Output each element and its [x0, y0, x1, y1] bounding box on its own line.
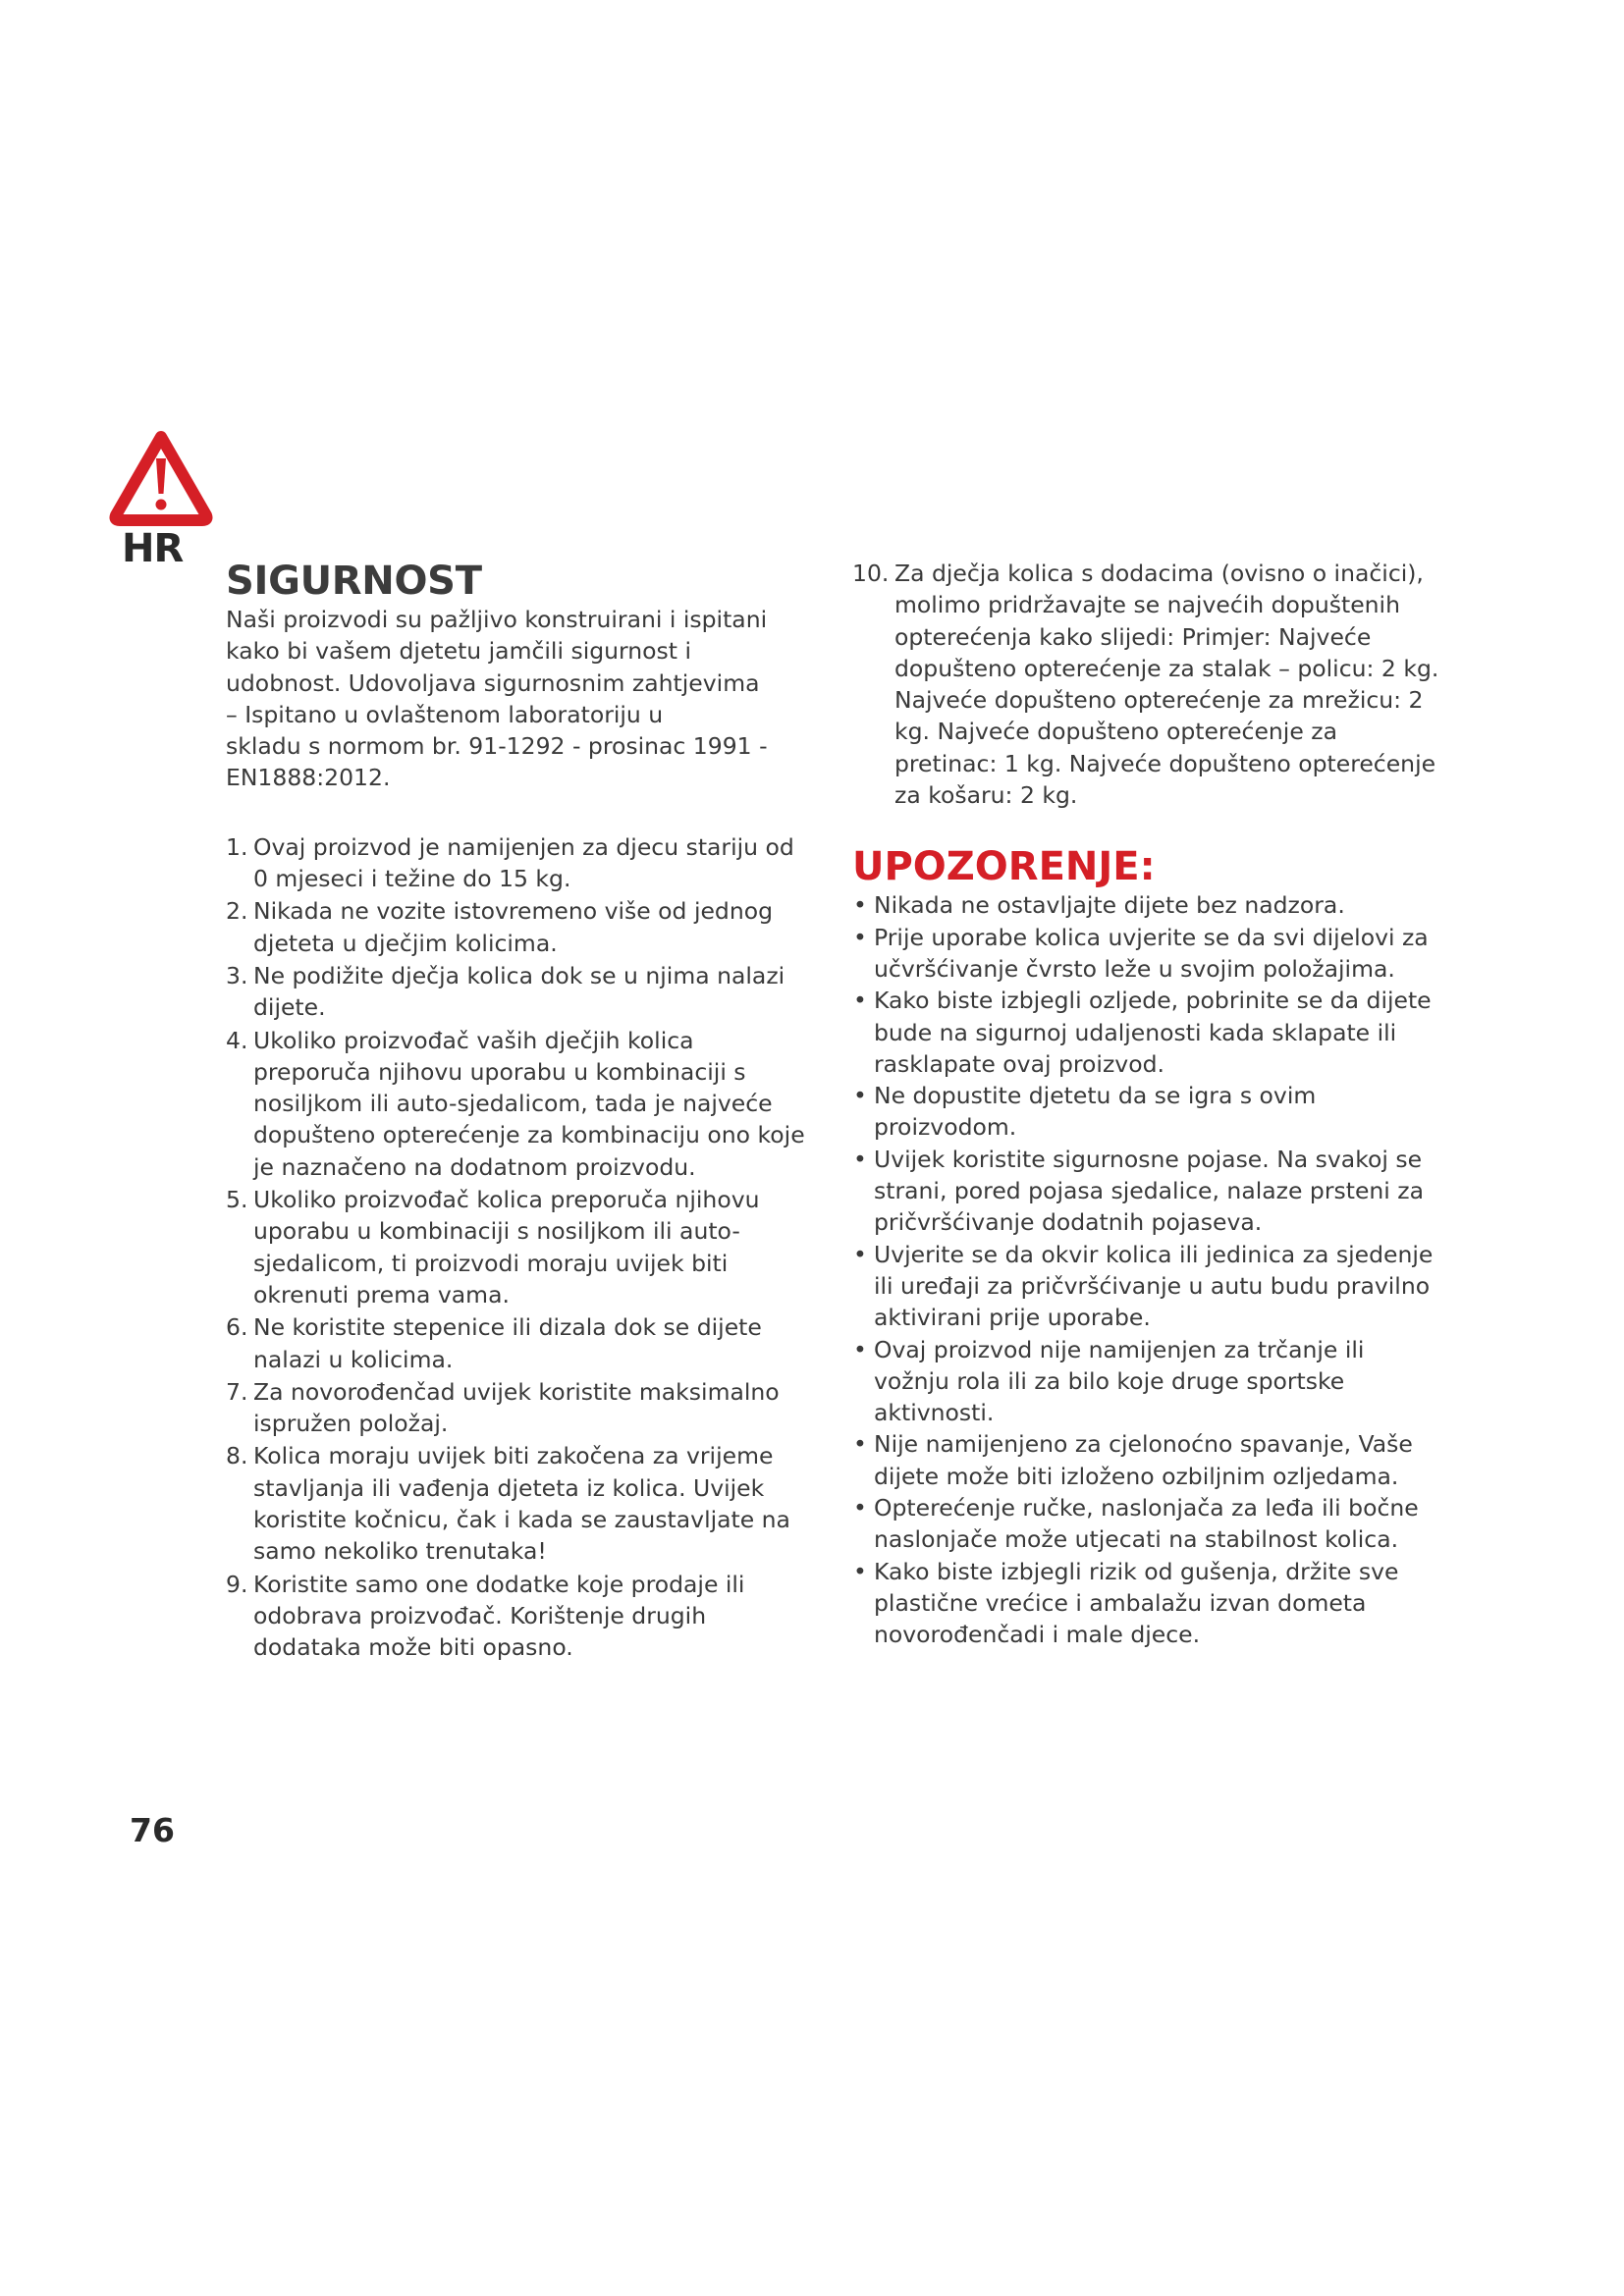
bullet-icon: • [853, 1430, 867, 1459]
warning-item [852, 985, 1441, 1080]
safety-item-number: 9. [226, 1570, 248, 1598]
warnings-heading: UPOZORENJE: [852, 844, 1156, 890]
safety-item-number: 7. [226, 1377, 248, 1406]
warning-item-text: Ne dopustite djetetu da se igra s ovim proizvodom. [874, 1082, 1317, 1142]
warnings-section [852, 846, 1441, 1650]
bullet-icon: • [853, 1335, 867, 1363]
warning-item-text: Uvjerite se da okvir kolica ili jedinica za sjedenje ili uređaji za pričvršćivanje u autu budu pravilno aktivirani prije uporabe. [874, 1240, 1434, 1332]
safety-item [226, 895, 805, 959]
warning-triangle-icon [108, 429, 214, 527]
warning-item [852, 1428, 1441, 1492]
safety-item [226, 1440, 805, 1567]
warning-item-text: Ovaj proizvod nije namijenjen za trčanje ili vožnju rola ili za bilo koje druge sportske aktivnosti. [874, 1335, 1365, 1427]
warning-item [852, 1080, 1441, 1144]
safety-item-text: Ukoliko proizvođač kolica preporuča njihovu uporabu u kombinaciji s nosiljkom ili auto-sjedalicom, ti proizvodi moraju uvijek biti okrenuti prema vama. [253, 1186, 760, 1308]
left-column [226, 561, 805, 1665]
safety-item [226, 831, 805, 895]
safety-item-text: Ovaj proizvod je namijenjen za djecu stariju od 0 mjeseci i težine do 15 kg. [253, 832, 794, 893]
warning-item-text: Kako biste izbjegli ozljede, pobrinite se da dijete bude na sigurnoj udaljenosti kada sklapate ili rasklapate ovaj proizvod. [874, 987, 1432, 1078]
safety-item-number: 6. [226, 1313, 248, 1342]
bullet-icon: • [853, 923, 867, 951]
warning-item [852, 922, 1441, 986]
safety-item-text: Nikada ne vozite istovremeno više od jednog djeteta u dječjim kolicima. [253, 897, 774, 957]
bullet-icon: • [853, 987, 867, 1015]
safety-item-number: 1. [226, 832, 248, 861]
warning-item-text: Nije namijenjeno za cjelonoćno spavanje, Vaše dijete može biti izloženo ozbiljnim ozljedama. [874, 1430, 1413, 1490]
safety-item-number: 5. [226, 1186, 248, 1214]
safety-item [226, 1569, 805, 1664]
warning-item-text: Uvijek koristite sigurnosne pojase. Na svakoj se strani, pored pojasa sjedalice, nalaze prsteni za pričvršćivanje dodatnih pojaseva. [874, 1145, 1425, 1237]
safety-item-text: Ukoliko proizvođač vaših dječjih kolica preporuča njihovu uporabu u kombinaciji s nosiljkom ili auto-sjedalicom, tada je najveće dopušteno opterećenje za kombinaciju ono koje je naznačeno na dodatnom proizvodu. [253, 1026, 805, 1181]
safety-item-text: Za novorođenčad uvijek koristite maksimalno ispružen položaj. [253, 1377, 780, 1438]
warning-item [852, 1556, 1441, 1651]
safety-item-text: Koristite samo one dodatke koje prodaje ili odobrava proizvođač. Korištenje drugih dodataka može biti opasno. [253, 1570, 745, 1662]
bullet-icon: • [853, 891, 867, 920]
warning-item [852, 1334, 1441, 1429]
safety-intro: Naši proizvodi su pažljivo konstruirani i ispitani kako bi vašem djetetu jamčili sigurnost i udobnost. Udovoljava sigurnosnim zahtjevima – Ispitano u ovlaštenom laboratoriju u skladu s normom br. 91-1292 - prosinac 1991 - EN1888:2012. [226, 606, 768, 792]
safety-item-number: 2. [226, 897, 248, 926]
safety-item-text: Ne podižite dječja kolica dok se u njima nalazi dijete. [253, 961, 785, 1022]
warning-item-text: Nikada ne ostavljajte dijete bez nadzora. [874, 891, 1345, 920]
language-code: HR [122, 526, 184, 571]
safety-item [226, 1311, 805, 1375]
warning-item [852, 889, 1441, 921]
safety-list-continued [852, 558, 1441, 811]
warning-item [852, 1239, 1441, 1334]
page-number: 76 [130, 1811, 175, 1849]
bullet-icon: • [853, 1240, 867, 1268]
safety-list [226, 831, 805, 1664]
right-column [852, 558, 1441, 1651]
bullet-icon: • [853, 1082, 867, 1110]
warnings-list [852, 889, 1441, 1650]
bullet-icon: • [853, 1557, 867, 1585]
safety-item-text: Kolica moraju uvijek biti zakočena za vrijeme stavljanja ili vađenja djeteta iz kolica. Uvijek koristite kočnicu, čak i kada se zaustavljate na samo nekoliko trenutaka! [253, 1442, 790, 1566]
safety-item-text: Za dječja kolica s dodacima (ovisno o inačici), molimo pridržavajte se najvećih dopuštenih opterećenja kako slijedi: Primjer: Najveće dopušteno opterećenje za stalak – policu: 2 kg. Najveće dopušteno opterećenje za mrežicu: 2 kg. Najveće dopušteno opterećenje za pretinac: 1 kg. Najveće dopušteno opterećenje za košaru: 2 kg. [894, 560, 1439, 810]
safety-item-text: Ne koristite stepenice ili dizala dok se dijete nalazi u kolicima. [253, 1313, 762, 1373]
safety-item-number: 10. [852, 560, 890, 587]
warning-item-text: Prije uporabe kolica uvjerite se da svi dijelovi za učvršćivanje čvrsto leže u svojim položajima. [874, 923, 1429, 983]
warning-item [852, 1144, 1441, 1239]
bullet-icon: • [853, 1494, 867, 1522]
safety-item-number: 8. [226, 1442, 248, 1470]
safety-item [226, 1376, 805, 1440]
warning-item-text: Kako biste izbjegli rizik od gušenja, držite sve plastične vrećice i ambalažu izvan dometa novorođenčadi i male djece. [874, 1557, 1399, 1649]
safety-heading: SIGURNOST [226, 559, 482, 604]
safety-item [226, 960, 805, 1024]
safety-item-number: 4. [226, 1026, 248, 1054]
safety-item [226, 1184, 805, 1310]
safety-item [226, 1025, 805, 1183]
safety-item-number: 3. [226, 961, 248, 989]
warning-item [852, 1492, 1441, 1556]
safety-item [852, 558, 1441, 811]
bullet-icon: • [853, 1145, 867, 1173]
warning-item-text: Opterećenje ručke, naslonjača za leđa ili bočne naslonjače može utjecati na stabilnost kolica. [874, 1494, 1419, 1554]
